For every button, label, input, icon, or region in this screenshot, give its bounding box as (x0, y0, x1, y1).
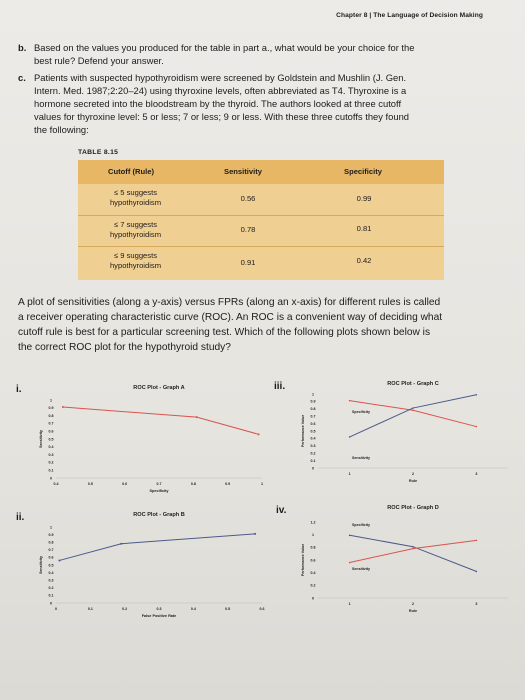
roc-graph-b (30, 505, 270, 625)
table-header-row (78, 160, 444, 184)
x-tick-label: 0.8 (190, 482, 196, 486)
header-sensitivity: Sensitivity (224, 167, 262, 176)
cutoff-table (78, 160, 444, 280)
series-line (59, 534, 255, 561)
paragraph-line4: the correct ROC plot for the hypothyroid study? (18, 342, 231, 353)
option-ii-numeral: ii. (16, 512, 25, 523)
y-axis-label: Performance Value (301, 543, 305, 577)
x-tick-label: 0.2 (122, 607, 128, 611)
x-tick-label: 3 (475, 472, 478, 476)
series-label-specificity: Specificity (352, 523, 370, 527)
row1-rule (88, 188, 183, 208)
y-tick-label: 0.6 (310, 421, 316, 426)
x-tick-label: 3 (475, 602, 478, 606)
roc-graph-d (290, 500, 515, 618)
x-tick-label: 0 (55, 607, 57, 611)
y-tick-label: 0.1 (48, 593, 54, 598)
x-tick-label: 0.5 (225, 607, 231, 611)
row1-rule-line1: ≤ 5 suggests (113, 188, 157, 197)
question-c-line3: hormone secreted into the bloodstream by the thyroid. The authors looked at three cutoff (34, 98, 402, 109)
row-divider (78, 215, 444, 216)
y-tick-label: 0.4 (310, 570, 316, 575)
y-tick-label: 1 (50, 398, 52, 403)
y-tick-label: 0.6 (48, 429, 54, 434)
row1-specificity: 0.99 (356, 194, 372, 203)
y-tick-label: 1 (50, 525, 52, 530)
x-tick-label: 1 (348, 602, 351, 606)
data-point (349, 400, 351, 402)
question-c-line1: Patients with suspected hypothyroidism were screened by Goldstein and Mushlin (J. Gen. (34, 72, 407, 83)
chart-title: ROC Plot - Graph D (387, 505, 439, 511)
data-point (412, 548, 414, 550)
y-tick-label: 1.2 (310, 520, 316, 525)
x-tick-label: 0.6 (122, 482, 128, 486)
y-tick-label: 0.7 (48, 421, 54, 426)
x-axis-label: False Positive Rate (141, 614, 177, 618)
paragraph-line1: A plot of sensitivities (along a y-axis) versus FPRs (along an x-axis) for different rules is called (18, 297, 441, 308)
x-tick-label: 1 (348, 472, 351, 476)
option-i-numeral: i. (16, 384, 22, 395)
row2-sensitivity: 0.78 (240, 225, 256, 234)
x-axis-label: Rule (408, 479, 418, 483)
question-b-line1: Based on the values you produced for the table in part a., what would be your choice for the (34, 42, 415, 53)
question-c-line5: the following: (34, 124, 89, 135)
data-point (254, 533, 256, 535)
x-tick-label: 0.4 (53, 482, 59, 486)
series-line-sensitivity (350, 540, 477, 562)
paragraph-line3: cutoff rule is best for a particular screening test. Which of the following plots shown below is (18, 327, 431, 338)
chapter-header: Chapter 8 | The Language of Decision Making (336, 12, 483, 19)
row2-specificity: 0.81 (356, 224, 372, 233)
y-tick-label: 0.3 (310, 444, 316, 449)
y-tick-label: 0.2 (310, 451, 316, 456)
question-b-label: b. (18, 42, 27, 53)
x-tick-label: 2 (412, 472, 414, 476)
x-tick-label: 0.9 (225, 482, 231, 486)
row2-rule-line2: hypothyroidism (109, 230, 162, 239)
y-axis-label: Sensitivity (39, 556, 43, 574)
table-title: TABLE 8.15 (78, 149, 119, 156)
series-label-specificity: Specificity (352, 410, 370, 414)
y-tick-label: 1 (312, 392, 314, 397)
chart-title: ROC Plot - Graph C (387, 381, 439, 387)
y-axis-label: Performance Value (301, 414, 305, 448)
x-tick-label: 0.7 (156, 482, 162, 486)
y-tick-label: 0.8 (310, 407, 316, 412)
x-tick-label: 0.5 (87, 482, 93, 486)
row-divider (78, 246, 444, 247)
y-axis-label: Sensitivity (39, 430, 43, 448)
y-tick-label: 0.2 (48, 460, 54, 465)
data-point (349, 562, 351, 564)
row3-rule-line1: ≤ 9 suggests (113, 251, 157, 260)
data-point (412, 409, 414, 411)
row3-specificity: 0.42 (356, 256, 372, 265)
row1-rule-line2: hypothyroidism (109, 198, 162, 207)
chart-title: ROC Plot - Graph A (133, 385, 185, 391)
data-point (349, 535, 351, 537)
x-axis-label: Rule (408, 609, 418, 613)
data-point (476, 540, 478, 542)
y-tick-label: 0.2 (310, 583, 316, 588)
y-tick-label: 0.5 (48, 563, 54, 568)
option-iv-numeral: iv. (276, 505, 287, 516)
data-point (120, 543, 122, 545)
series-line-sensitivity (350, 395, 477, 437)
roc-graph-c (290, 376, 515, 491)
row3-sensitivity: 0.91 (240, 258, 256, 267)
x-axis-label: Specificity (149, 489, 169, 493)
header-cutoff: Cutoff (Rule) (108, 167, 154, 176)
x-tick-label: 1 (261, 482, 263, 486)
y-tick-label: 0 (312, 596, 314, 601)
roc-graph-a (30, 380, 270, 500)
x-tick-label: 0.1 (87, 607, 93, 611)
y-tick-label: 0.7 (310, 414, 316, 419)
question-c-line4: values for thyroxine level: 5 or less; 7 or less; 9 or less. With these three cutoffs they found (34, 111, 410, 122)
row3-rule-line2: hypothyroidism (109, 261, 162, 270)
series-line (63, 407, 259, 434)
series-line-specificity (350, 535, 477, 571)
series-label-sensitivity: Sensitivity (352, 567, 370, 571)
y-tick-label: 0.3 (48, 578, 54, 583)
data-point (476, 426, 478, 428)
x-tick-label: 0.3 (156, 607, 162, 611)
header-specificity: Specificity (344, 167, 382, 176)
y-tick-label: 0.6 (310, 558, 316, 563)
y-tick-label: 0.4 (48, 570, 54, 575)
question-c-label: c. (18, 72, 26, 83)
data-point (58, 559, 60, 561)
data-point (412, 546, 414, 548)
y-tick-label: 0.9 (310, 399, 316, 404)
row3-rule (88, 251, 183, 271)
y-tick-label: 0.8 (310, 545, 316, 550)
y-tick-label: 0.9 (48, 406, 54, 411)
data-point (476, 571, 478, 573)
y-tick-label: 0.5 (310, 429, 316, 434)
y-tick-label: 0.4 (310, 436, 316, 441)
x-tick-label: 0.6 (259, 607, 265, 611)
y-tick-label: 0.6 (48, 555, 54, 560)
question-b-line2: best rule? Defend your answer. (34, 55, 164, 66)
y-tick-label: 0.9 (48, 532, 54, 537)
option-iii-numeral: iii. (274, 381, 286, 392)
y-tick-label: 0.4 (48, 445, 54, 450)
y-tick-label: 0 (50, 476, 52, 481)
row2-rule-line1: ≤ 7 suggests (113, 220, 157, 229)
data-point (349, 436, 351, 438)
series-label-sensitivity: Sensitivity (352, 456, 370, 460)
chart-title: ROC Plot - Graph B (133, 512, 185, 518)
y-tick-label: 0 (50, 601, 52, 606)
y-tick-label: 0.1 (48, 468, 54, 473)
data-point (412, 407, 414, 409)
data-point (196, 416, 198, 418)
x-tick-label: 0.4 (190, 607, 196, 611)
row1-sensitivity: 0.56 (240, 194, 256, 203)
y-tick-label: 0.8 (48, 540, 54, 545)
y-tick-label: 0.1 (310, 458, 316, 463)
y-tick-label: 0.2 (48, 586, 54, 591)
y-tick-label: 0.8 (48, 413, 54, 418)
y-tick-label: 0.3 (48, 452, 54, 457)
paragraph-line2: a receiver operating characteristic curve (ROC). An ROC is a convenient way of deciding what (18, 312, 443, 323)
data-point (62, 406, 64, 408)
question-c-line2: Intern. Med. 1987;2:20–24) using thyroxine levels, often abbreviated as T4. Thyroxine is a (34, 85, 407, 96)
y-tick-label: 0 (312, 466, 314, 471)
y-tick-label: 0.7 (48, 548, 54, 553)
data-point (258, 433, 260, 435)
y-tick-label: 1 (312, 532, 314, 537)
y-tick-label: 0.5 (48, 437, 54, 442)
x-tick-label: 2 (412, 602, 414, 606)
row2-rule (88, 220, 183, 240)
data-point (476, 394, 478, 396)
